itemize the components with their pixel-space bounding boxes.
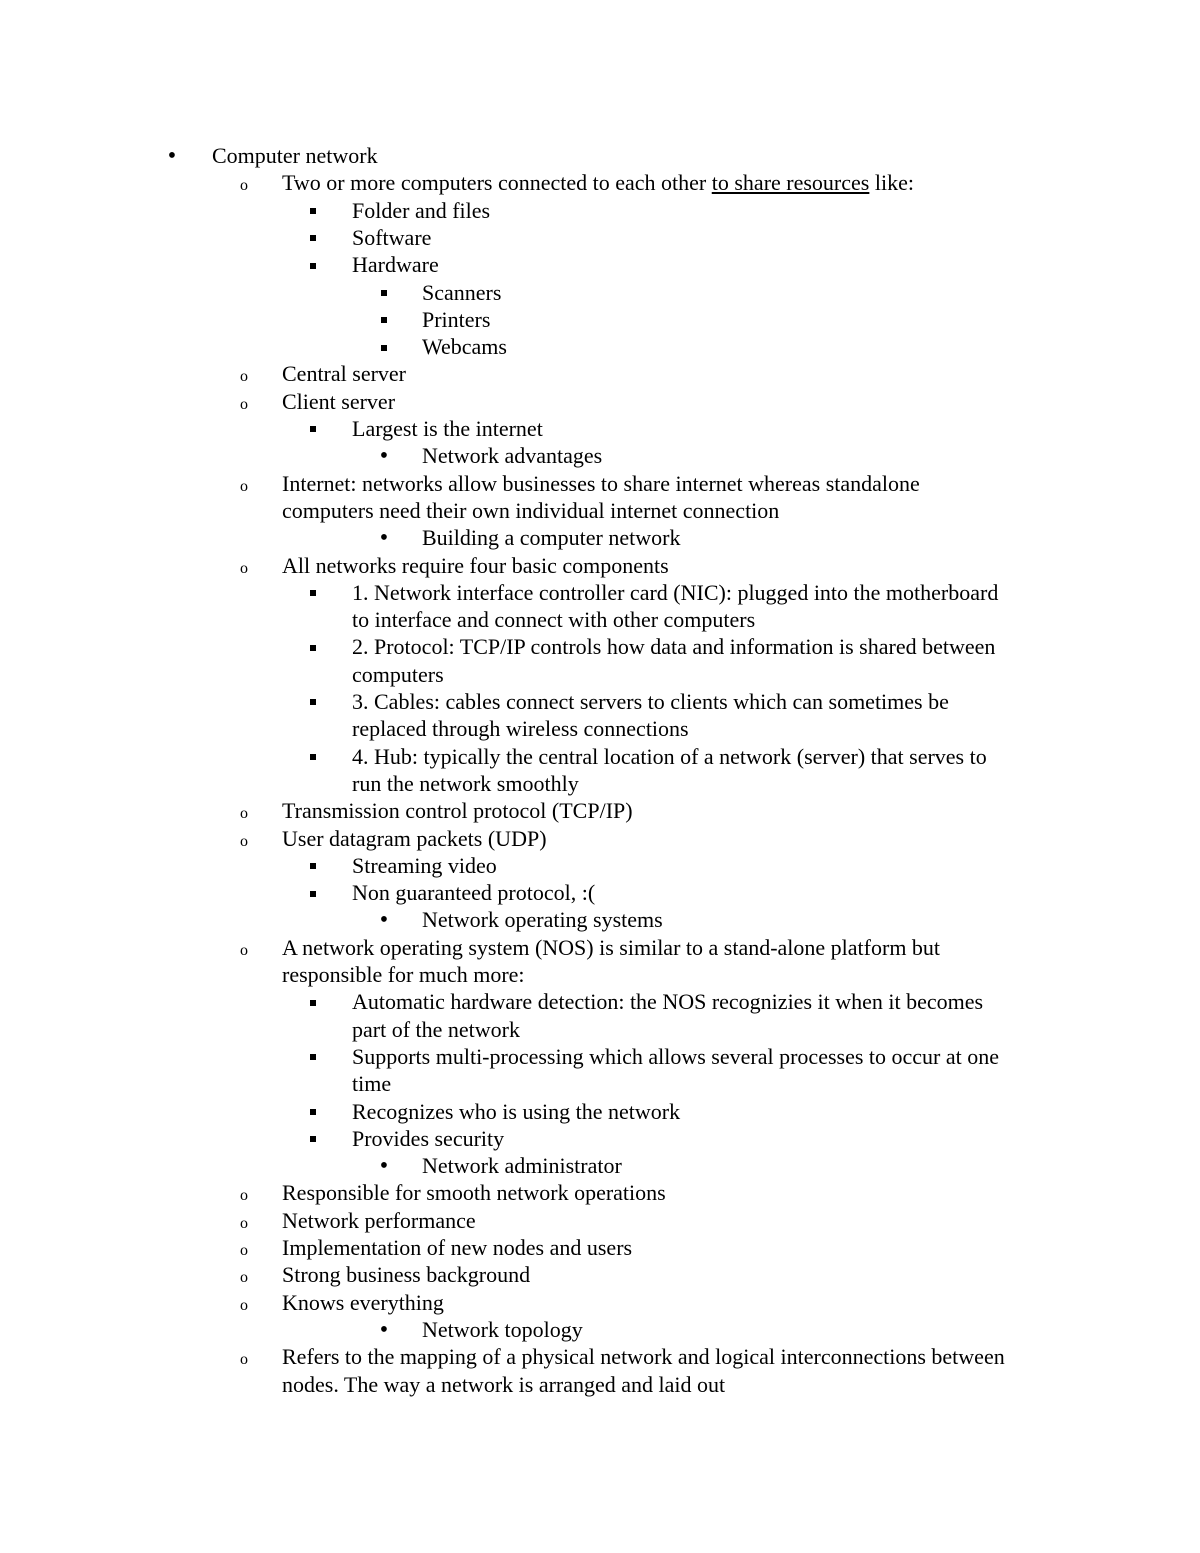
bullet-circle-icon bbox=[234, 552, 254, 582]
bullet-circle-icon bbox=[234, 1343, 254, 1373]
outline-text: Network operating systems bbox=[422, 907, 663, 933]
outline-text: Largest is the internet bbox=[352, 416, 543, 441]
outline-text: to interface and connect with other computers bbox=[352, 607, 756, 633]
outline-text: A network operating system (NOS) is similar to a stand-alone platform but bbox=[282, 934, 941, 960]
outline-text: Hardware bbox=[352, 252, 439, 278]
outline-text: Implementation of new nodes and users bbox=[282, 1235, 633, 1260]
bullet-circle-icon bbox=[234, 934, 254, 964]
bullet-disc-icon bbox=[374, 906, 394, 934]
outline-text: Client server bbox=[282, 388, 396, 414]
outline-text: All networks require four basic components bbox=[282, 552, 669, 578]
outline-text: 4. Hub: typically the central location of a network (server) that serves to bbox=[352, 743, 987, 769]
bullet-circle-icon bbox=[234, 797, 254, 827]
outline-text: 3. Cables: cables connect servers to clients which can sometimes be bbox=[352, 689, 949, 714]
outline-text: computers need their own individual internet connection bbox=[282, 497, 780, 523]
outline-text: Building a computer network bbox=[422, 525, 681, 551]
outline-text: 2. Protocol: TCP/IP controls how data and information is shared between bbox=[352, 634, 996, 660]
outline-text: Software bbox=[352, 224, 432, 250]
bullet-circle-icon bbox=[234, 1207, 254, 1237]
outline-text: Computer network bbox=[212, 143, 378, 168]
bullet-square-icon bbox=[303, 579, 323, 606]
outline-text: Network topology bbox=[422, 1316, 583, 1342]
outline-text: Central server bbox=[282, 361, 406, 387]
bullet-circle-icon bbox=[234, 1179, 254, 1209]
bullet-square-icon bbox=[303, 988, 323, 1015]
outline-text: responsible for much more: bbox=[282, 962, 525, 987]
outline-text: time bbox=[352, 1071, 392, 1097]
bullet-square-icon bbox=[303, 1043, 323, 1070]
bullet-square-icon bbox=[303, 743, 323, 770]
outline-text: 1. Network interface controller card (NIC): plugged into the motherboard bbox=[352, 579, 999, 605]
outline-text: Webcams bbox=[422, 334, 507, 360]
bullet-disc-icon bbox=[374, 1152, 394, 1180]
bullet-square-icon bbox=[303, 879, 323, 906]
bullet-square-icon bbox=[303, 1125, 323, 1152]
bullet-disc-icon bbox=[374, 1316, 394, 1344]
outline-text: Streaming video bbox=[352, 852, 497, 878]
bullet-circle-icon bbox=[234, 360, 254, 390]
bullet-disc-icon bbox=[374, 524, 394, 552]
outline-text: Scanners bbox=[422, 279, 502, 305]
outline-text: Folder and files bbox=[352, 197, 491, 223]
outline-text: Network administrator bbox=[422, 1153, 622, 1179]
bullet-circle-icon bbox=[234, 388, 254, 418]
bullet-square-icon bbox=[303, 197, 323, 224]
bullet-circle-icon bbox=[234, 1261, 254, 1291]
outline-text: Network performance bbox=[282, 1207, 476, 1233]
underlined-phrase: to share resources bbox=[711, 170, 870, 196]
outline-text: Responsible for smooth network operations bbox=[282, 1180, 666, 1206]
outline-text: computers bbox=[352, 661, 444, 687]
bullet-disc-icon bbox=[162, 142, 182, 170]
outline-text: nodes. The way a network is arranged and laid out bbox=[282, 1371, 726, 1397]
bullet-circle-icon bbox=[234, 1234, 254, 1264]
bullet-square-icon bbox=[374, 279, 394, 306]
outline-text: Non guaranteed protocol, :( bbox=[352, 880, 596, 906]
bullet-square-icon bbox=[374, 333, 394, 360]
outline-text: part of the network bbox=[352, 1016, 520, 1042]
outline-text: Supports multi-processing which allows several processes to occur at one bbox=[352, 1043, 1000, 1069]
outline-text: Knows everything bbox=[282, 1289, 444, 1315]
outline-text: Provides security bbox=[352, 1125, 505, 1151]
bullet-circle-icon bbox=[234, 1289, 254, 1319]
bullet-square-icon bbox=[303, 1098, 323, 1125]
bullet-square-icon bbox=[303, 688, 323, 715]
outline-text: Refers to the mapping of a physical network and logical interconnections between bbox=[282, 1344, 1005, 1370]
bullet-square-icon bbox=[303, 415, 323, 442]
outline-text: Two or more computers connected to each other to share resources like: bbox=[282, 170, 914, 196]
bullet-square-icon bbox=[303, 852, 323, 879]
bullet-square-icon bbox=[374, 306, 394, 333]
bullet-square-icon bbox=[303, 251, 323, 278]
bullet-disc-icon bbox=[374, 442, 394, 470]
outline-text: User datagram packets (UDP) bbox=[282, 825, 547, 851]
bullet-circle-icon bbox=[234, 470, 254, 500]
outline-text: Recognizes who is using the network bbox=[352, 1098, 681, 1124]
outline-text: Automatic hardware detection: the NOS recognizies it when it becomes bbox=[352, 989, 984, 1015]
outline-text: Internet: networks allow businesses to share internet whereas standalone bbox=[282, 470, 920, 496]
outline-text: Transmission control protocol (TCP/IP) bbox=[282, 798, 633, 824]
outline-text: replaced through wireless connections bbox=[352, 716, 689, 742]
bullet-circle-icon bbox=[234, 825, 254, 855]
bullet-square-icon bbox=[303, 633, 323, 660]
outline-text: run the network smoothly bbox=[352, 770, 579, 796]
outline-text: Strong business background bbox=[282, 1262, 531, 1288]
outline-text: Printers bbox=[422, 306, 491, 332]
outline-text: Network advantages bbox=[422, 443, 603, 469]
bullet-square-icon bbox=[303, 224, 323, 251]
bullet-circle-icon bbox=[234, 169, 254, 199]
